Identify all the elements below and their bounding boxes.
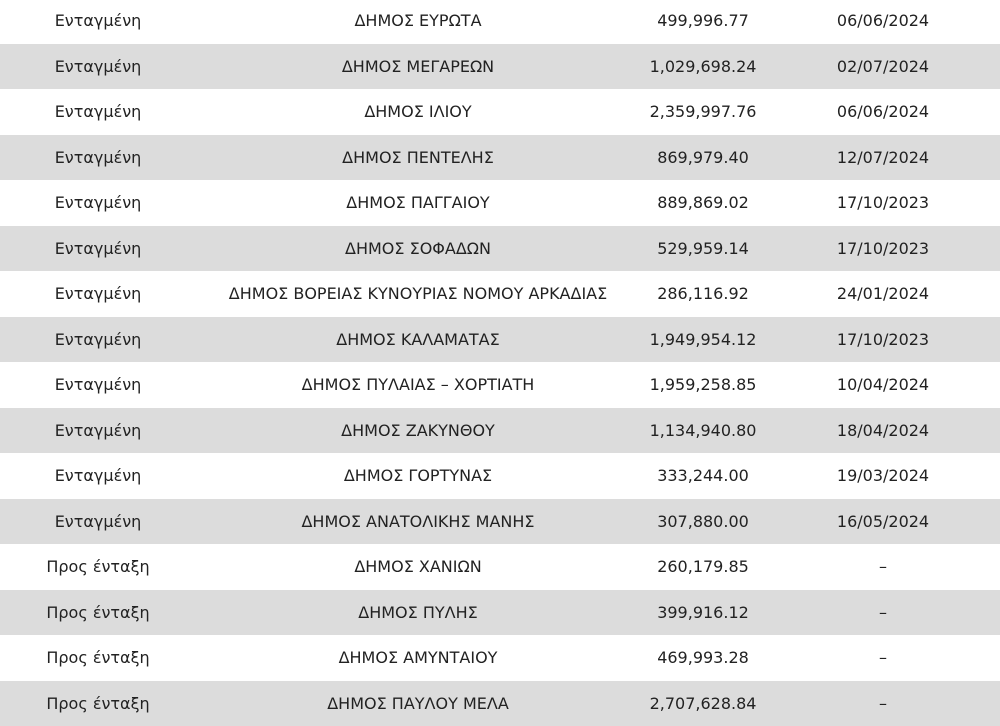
amount-cell: 1,959,258.85: [640, 362, 766, 408]
status-cell: Ενταγμένη: [0, 317, 196, 363]
table-row: [0, 44, 1000, 90]
status-cell: Προς ένταξη: [0, 681, 196, 726]
municipality-cell: ΔΗΜΟΣ ΣΟΦΑΔΩΝ: [196, 226, 640, 272]
amount-cell: 333,244.00: [640, 453, 766, 499]
municipality-cell: ΔΗΜΟΣ ΠΑΥΛΟΥ ΜΕΛΑ: [196, 681, 640, 726]
date-cell: 12/07/2024: [766, 135, 1000, 181]
table-row: [0, 408, 1000, 454]
municipality-cell: ΔΗΜΟΣ ΜΕΓΑΡΕΩΝ: [196, 44, 640, 90]
status-cell: Ενταγμένη: [0, 89, 196, 135]
status-cell: Ενταγμένη: [0, 362, 196, 408]
date-cell: 24/01/2024: [766, 271, 1000, 317]
amount-cell: 499,996.77: [640, 0, 766, 44]
municipality-cell: ΔΗΜΟΣ ΒΟΡΕΙΑΣ ΚΥΝΟΥΡΙΑΣ ΝΟΜΟΥ ΑΡΚΑΔΙΑΣ: [196, 271, 640, 317]
amount-cell: 399,916.12: [640, 590, 766, 636]
municipality-cell: ΔΗΜΟΣ ΑΝΑΤΟΛΙΚΗΣ ΜΑΝΗΣ: [196, 499, 640, 545]
date-cell: 02/07/2024: [766, 44, 1000, 90]
municipality-cell: ΔΗΜΟΣ ΚΑΛΑΜΑΤΑΣ: [196, 317, 640, 363]
amount-cell: 869,979.40: [640, 135, 766, 181]
status-cell: Ενταγμένη: [0, 44, 196, 90]
status-cell: Ενταγμένη: [0, 499, 196, 545]
table-row: [0, 226, 1000, 272]
status-cell: Προς ένταξη: [0, 590, 196, 636]
municipality-cell: ΔΗΜΟΣ ΠΕΝΤΕΛΗΣ: [196, 135, 640, 181]
amount-cell: 2,359,997.76: [640, 89, 766, 135]
date-cell: –: [766, 681, 1000, 726]
amount-cell: 469,993.28: [640, 635, 766, 681]
table-row: [0, 271, 1000, 317]
table-row: [0, 590, 1000, 636]
date-cell: 19/03/2024: [766, 453, 1000, 499]
municipality-cell: ΔΗΜΟΣ ΠΑΓΓΑΙΟΥ: [196, 180, 640, 226]
date-cell: 06/06/2024: [766, 0, 1000, 44]
date-cell: 16/05/2024: [766, 499, 1000, 545]
status-cell: Ενταγμένη: [0, 135, 196, 181]
amount-cell: 2,707,628.84: [640, 681, 766, 726]
status-cell: Ενταγμένη: [0, 180, 196, 226]
table-row: [0, 635, 1000, 681]
date-cell: 06/06/2024: [766, 89, 1000, 135]
table-row: [0, 453, 1000, 499]
date-cell: 18/04/2024: [766, 408, 1000, 454]
amount-cell: 1,134,940.80: [640, 408, 766, 454]
municipality-cell: ΔΗΜΟΣ ΖΑΚΥΝΘΟΥ: [196, 408, 640, 454]
status-cell: Προς ένταξη: [0, 635, 196, 681]
table-row: [0, 317, 1000, 363]
municipality-cell: ΔΗΜΟΣ ΙΛΙΟΥ: [196, 89, 640, 135]
date-cell: 17/10/2023: [766, 317, 1000, 363]
table-row: [0, 135, 1000, 181]
municipality-cell: ΔΗΜΟΣ ΠΥΛΑΙΑΣ – ΧΟΡΤΙΑΤΗ: [196, 362, 640, 408]
table-row: [0, 180, 1000, 226]
amount-cell: 1,029,698.24: [640, 44, 766, 90]
table-row: [0, 681, 1000, 726]
municipality-cell: ΔΗΜΟΣ ΕΥΡΩΤΑ: [196, 0, 640, 44]
status-cell: Ενταγμένη: [0, 408, 196, 454]
status-cell: Ενταγμένη: [0, 0, 196, 44]
table-row: [0, 89, 1000, 135]
table-row: [0, 362, 1000, 408]
date-cell: 10/04/2024: [766, 362, 1000, 408]
table-row: [0, 544, 1000, 590]
status-cell: Ενταγμένη: [0, 271, 196, 317]
municipality-cell: ΔΗΜΟΣ ΓΟΡΤΥΝΑΣ: [196, 453, 640, 499]
status-cell: Προς ένταξη: [0, 544, 196, 590]
date-cell: –: [766, 590, 1000, 636]
date-cell: 17/10/2023: [766, 226, 1000, 272]
amount-cell: 286,116.92: [640, 271, 766, 317]
table-row: [0, 499, 1000, 545]
amount-cell: 307,880.00: [640, 499, 766, 545]
status-cell: Ενταγμένη: [0, 453, 196, 499]
date-cell: 17/10/2023: [766, 180, 1000, 226]
date-cell: –: [766, 544, 1000, 590]
amount-cell: 260,179.85: [640, 544, 766, 590]
date-cell: –: [766, 635, 1000, 681]
municipality-cell: ΔΗΜΟΣ ΠΥΛΗΣ: [196, 590, 640, 636]
municipality-cell: ΔΗΜΟΣ ΑΜΥΝΤΑΙΟΥ: [196, 635, 640, 681]
table-row: [0, 0, 1000, 44]
amount-cell: 1,949,954.12: [640, 317, 766, 363]
amount-cell: 529,959.14: [640, 226, 766, 272]
status-cell: Ενταγμένη: [0, 226, 196, 272]
amount-cell: 889,869.02: [640, 180, 766, 226]
municipality-cell: ΔΗΜΟΣ ΧΑΝΙΩΝ: [196, 544, 640, 590]
